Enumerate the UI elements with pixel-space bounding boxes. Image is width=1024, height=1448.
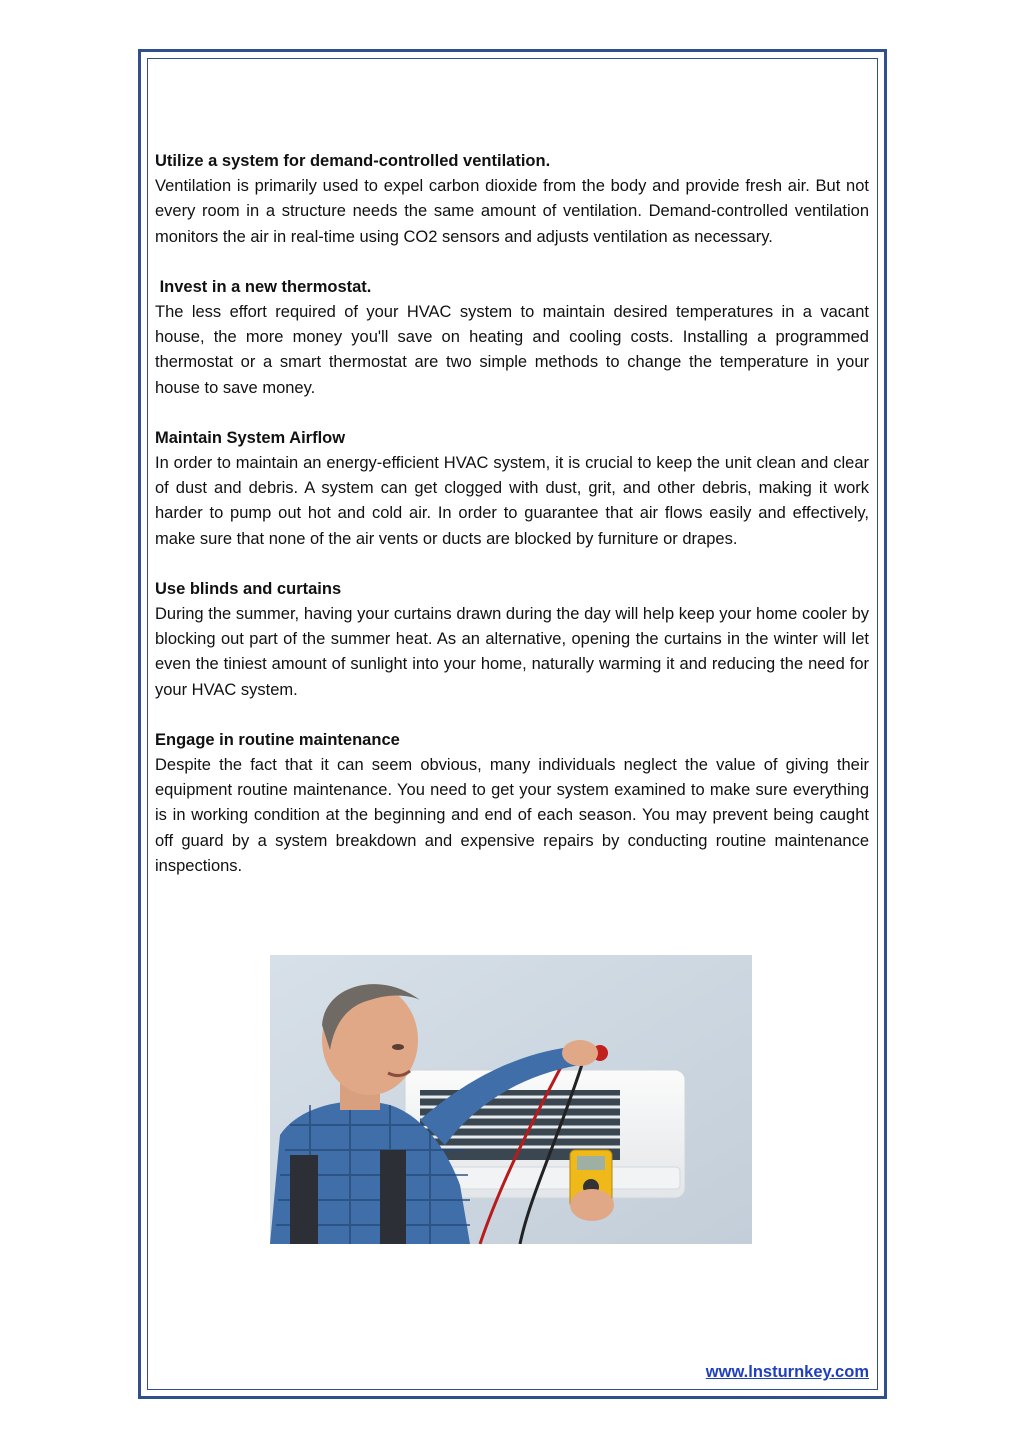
section-body: The less effort required of your HVAC system to maintain desired temperatures in a vacant house, the more money you'll save on heating and cooling costs. Installing a programmed thermostat or a smart thermostat are two simple methods to change the temperature in your house to save money. <box>155 303 869 397</box>
section-body: Despite the fact that it can seem obvious, many individuals neglect the value of giving their equipment routine maintenance. You need to get your system examined to make sure everything is in working condition at the beginning and end of each season. You may prevent being caught off guard by a system breakdown and expensive repairs by conducting routine maintenance inspections. <box>155 756 869 875</box>
section-routine-maintenance <box>155 728 869 879</box>
technician-photo <box>270 955 752 1244</box>
section-title: Invest in a new thermostat. <box>155 277 372 296</box>
section-blinds-curtains <box>155 577 869 703</box>
section-body: During the summer, having your curtains drawn during the day will help keep your home cooler by blocking out part of the summer heat. As an alternative, opening the curtains in the winter will let even the tiniest amount of sunlight into your home, naturally warming it and reducing the need for your HVAC system. <box>155 605 869 699</box>
section-title: Use blinds and curtains <box>155 579 342 598</box>
section-body: In order to maintain an energy-efficient HVAC system, it is crucial to keep the unit clean and clear of dust and debris. A system can get clogged with dust, grit, and other debris, making it work harder to pump out hot and cold air. In order to guarantee that air flows easily and effectively, make sure that none of the air vents or ducts are blocked by furniture or drapes. <box>155 454 869 548</box>
section-body: Ventilation is primarily used to expel carbon dioxide from the body and provide fresh air. But not every room in a structure needs the same amount of ventilation. Demand-controlled ventilation monitors the air in real-time using CO2 sensors and adjusts ventilation as necessary. <box>155 177 869 246</box>
section-demand-ventilation <box>155 149 869 250</box>
section-title: Utilize a system for demand-controlled ventilation. <box>155 152 551 170</box>
section-title: Engage in routine maintenance <box>155 730 400 749</box>
section-thermostat <box>155 275 869 401</box>
section-airflow <box>155 426 869 552</box>
footer-website-link[interactable]: www.lnsturnkey.com <box>705 1363 869 1381</box>
technician-illustration <box>270 955 752 1244</box>
section-title: Maintain System Airflow <box>155 428 346 447</box>
article-content <box>155 149 869 904</box>
